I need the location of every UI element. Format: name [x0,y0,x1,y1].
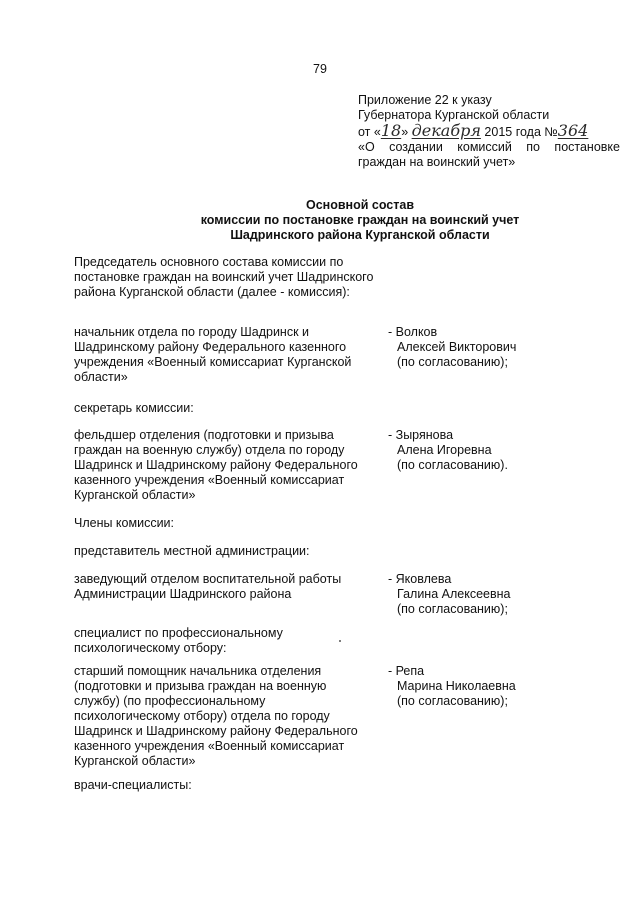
member-note: (по согласованию). [397,458,508,472]
decree-quote-close: » [401,125,409,139]
title-line-2: комиссии по постановке граждан на воинский учет [200,213,520,227]
psychology-specialist-heading: специалист по профессиональному психологическому отбору: [74,626,283,655]
member-note: (по согласованию); [397,602,508,616]
member-person [388,325,528,370]
member-person [388,428,528,473]
member-role: начальник отдела по городу Шадринск и Шадринскому району Федерального казенного учреждения «Военный комиссариат Курганской области» [74,325,352,384]
local-admin-heading: представитель местной администрации: [74,544,310,558]
member-surname-line [388,664,528,679]
member-surname: Репа [395,664,425,678]
appendix-subject-line-1: «О создании комиссий по постановке [358,140,620,154]
member-person [388,572,528,617]
member-surname: Яковлева [395,572,452,586]
member-role: фельдшер отделения (подготовки и призыва граждан на военную службу) отдела по городу Шадринск и Шадринскому району Федерального казенного учреждения «Военный комиссариат Курганской области» [74,428,358,502]
member-dash: - [388,428,396,442]
decree-number: 364 [557,121,589,140]
member-surname-line [388,428,528,443]
member-person [388,664,528,709]
chairman-heading: Председатель основного состава комиссии по постановке граждан на воинский учет Шадринского района Курганской области (далее - комиссия): [74,255,374,299]
member-surname: Волков [395,325,438,339]
document-title [0,198,640,243]
page-number: 79 [313,62,327,76]
appendix-subject-line-2: граждан на воинский учет» [358,155,516,169]
stray-mark [339,640,341,642]
member-surname-line [388,325,528,340]
member-surname: Зырянова [395,428,454,442]
member-given-name: Алексей Викторович [397,340,517,354]
member-surname-line [388,572,528,587]
member-given-name: Алена Игоревна [397,443,492,457]
appendix-line-2: Губернатора Курганской области [358,108,550,122]
member-note: (по согласованию); [397,694,508,708]
member-role: заведующий отделом воспитательной работы Администрации Шадринского района [74,572,342,601]
member-given-name: Галина Алексеевна [397,587,511,601]
appendix-decree-line [358,123,620,140]
decree-day: 18 [380,121,402,140]
member-dash: - [388,664,396,678]
appendix-block [358,93,620,170]
member-given-name: Марина Николаевна [397,679,516,693]
title-line-1: Основной состав [305,198,415,212]
decree-month: декабря [411,121,481,140]
secretary-heading: секретарь комиссии: [74,401,194,415]
decree-from-label: от « [358,125,381,139]
appendix-line-1: Приложение 22 к указу [358,93,492,107]
member-dash: - [388,572,396,586]
doctors-heading: врачи-специалисты: [74,778,192,792]
members-heading: Члены комиссии: [74,516,175,530]
member-dash: - [388,325,396,339]
member-note: (по согласованию); [397,355,508,369]
member-role: старший помощник начальника отделения (подготовки и призыва граждан на военную службу) (по профессиональному психологическому отбору) отдела по городу Шадринск и Шадринскому району Федерального казенного учреждения «Военный комиссариат Курганской области» [74,664,358,768]
title-line-3: Шадринского района Курганской области [230,228,490,242]
decree-year-label: 2015 года № [484,125,558,139]
